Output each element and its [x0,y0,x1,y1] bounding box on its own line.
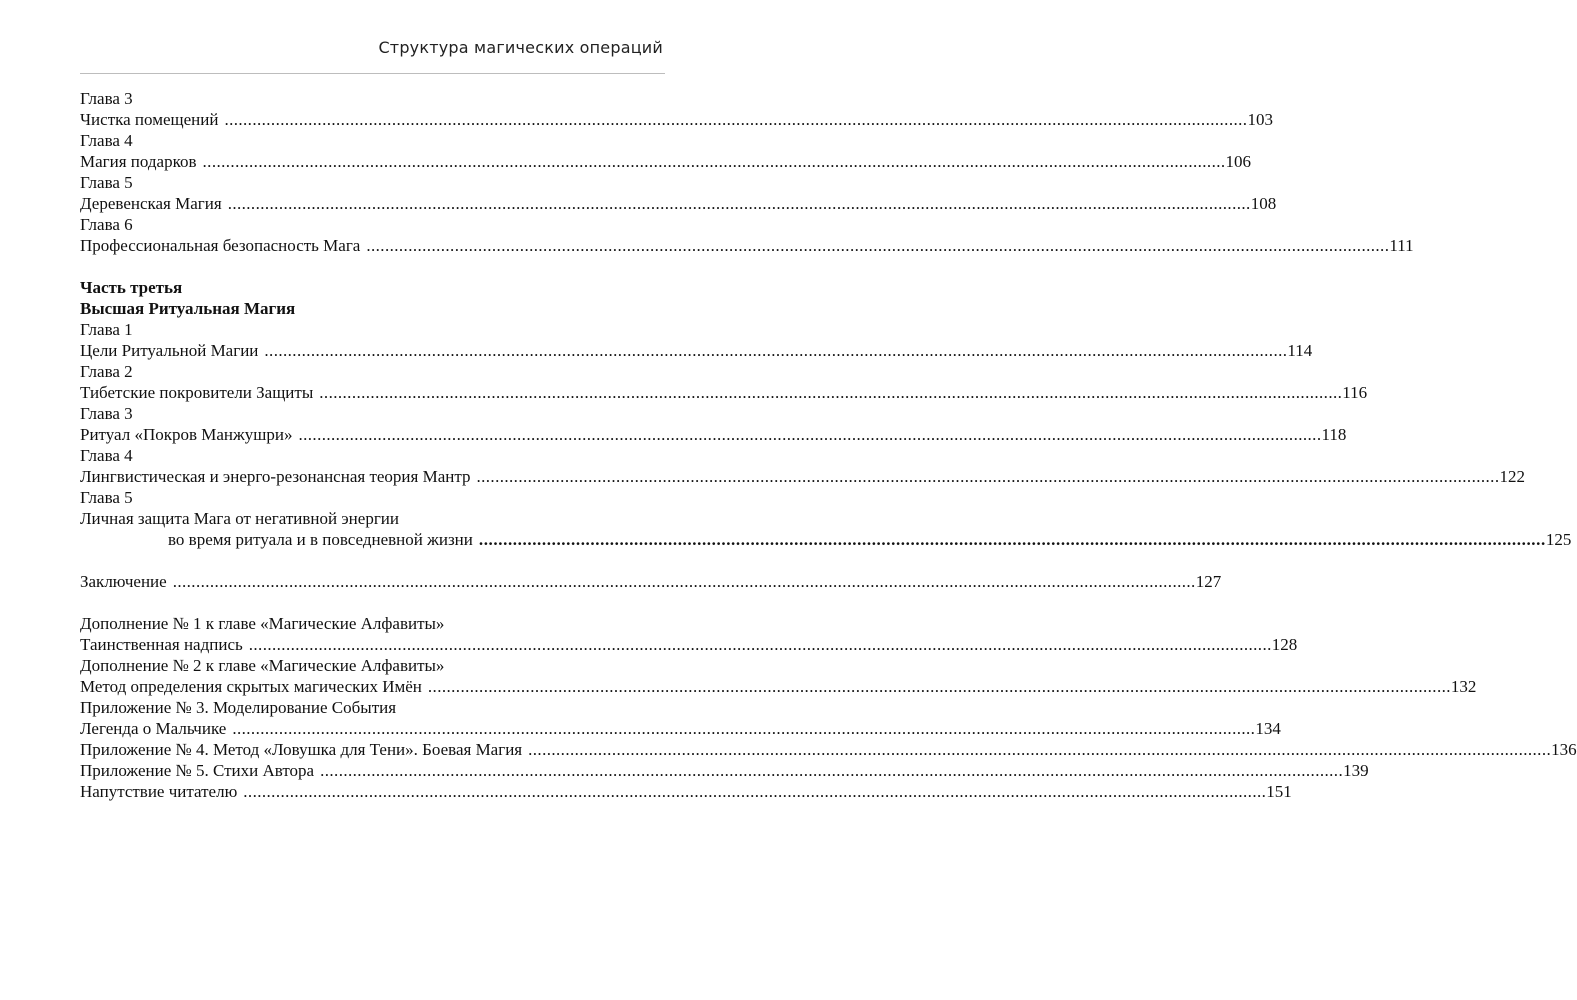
page-number: 127 [1195,572,1222,591]
part-subtitle: Высшая Ритуальная Магия [80,299,296,318]
toc-entry[interactable]: Тибетские покровители Защиты ............................................................................................................................................................................................................................ 116 [80,383,1368,402]
leader-dots: ............................................................................................................................................................................................................................ [224,110,1248,129]
leader-dots: ............................................................................................................................................................................................................................ [172,572,1196,591]
page-number: 128 [1271,635,1298,654]
page-number: 139 [1343,761,1369,780]
toc-chapter-heading: Глава 4 [80,131,133,150]
page-number: 151 [1266,782,1292,801]
page-number: 108 [1250,194,1277,213]
part-title: Часть третья [80,278,183,297]
leader-dots: ............................................................................................................................................................................................................................ [248,635,1272,654]
leader-dots: ............................................................................................................................................................................................................................ [478,530,1546,549]
toc-entry[interactable]: Лингвистическая и энерго-резонансная теория Мантр ............................................................................................................................................................................................................................ 122 [80,467,1525,486]
toc-entry[interactable]: Магия подарков ............................................................................................................................................................................................................................ 106 [80,152,1252,171]
leader-dots: ............................................................................................................................................................................................................................ [264,341,1288,360]
toc-chapter-heading: Глава 6 [80,215,133,234]
toc-entry[interactable]: Приложение № 5. Стихи Автора ............................................................................................................................................................................................................................ 139 [80,761,1369,780]
toc-entry[interactable]: Ритуал «Покров Манжушри» ............................................................................................................................................................................................................................ 118 [80,425,1347,444]
leader-dots: ............................................................................................................................................................................................................................ [227,194,1251,213]
toc-chapter-heading: Глава 1 [80,320,133,339]
toc-chapter-heading: Глава 4 [80,446,133,465]
toc-entry-continuation[interactable]: во время ритуала и в повседневной жизни ............................................................................................................................................................................................................................ 125 [168,530,1572,549]
leader-dots: ............................................................................................................................................................................................................................ [202,152,1226,171]
toc-chapter-heading: Глава 3 [80,404,133,423]
appendix-heading: Приложение № 3. Моделирование События [80,698,397,717]
leader-dots: ............................................................................................................................................................................................................................ [320,761,1344,780]
page-number: 103 [1247,110,1273,129]
page-number: 122 [1499,467,1525,486]
table-of-contents [80,88,1577,802]
page-number: 116 [1342,383,1368,402]
leader-dots: ............................................................................................................................................................................................................................ [243,782,1267,801]
page-number: 136 [1551,740,1577,759]
page-number: 114 [1287,341,1313,360]
page-number: 134 [1255,719,1281,738]
toc-chapter-heading: Глава 5 [80,173,133,192]
page-number: 125 [1545,530,1572,549]
toc-entry[interactable]: Цели Ритуальной Магии ............................................................................................................................................................................................................................ 114 [80,341,1313,360]
leader-dots: ............................................................................................................................................................................................................................ [319,383,1343,402]
toc-chapter-heading: Глава 3 [80,89,133,108]
leader-dots: ............................................................................................................................................................................................................................ [528,740,1552,759]
leader-dots: ............................................................................................................................................................................................................................ [298,425,1322,444]
toc-entry-conclusion[interactable]: Заключение ............................................................................................................................................................................................................................ 127 [80,572,1222,591]
header-rule [80,73,665,74]
toc-entry-first-line[interactable]: Личная защита Мага от негативной энергии [80,509,399,528]
leader-dots: ............................................................................................................................................................................................................................ [232,719,1256,738]
page-number: 106 [1225,152,1252,171]
leader-dots: ............................................................................................................................................................................................................................ [366,236,1390,255]
running-header: Структура магических операций [378,38,663,57]
toc-entry[interactable]: Легенда о Мальчике ............................................................................................................................................................................................................................ 134 [80,719,1281,738]
toc-entry[interactable]: Профессиональная безопасность Мага ............................................................................................................................................................................................................................ 111 [80,236,1414,255]
toc-entry[interactable]: Деревенская Магия ............................................................................................................................................................................................................................ 108 [80,194,1277,213]
toc-entry[interactable]: Чистка помещений ............................................................................................................................................................................................................................ 103 [80,110,1273,129]
page-number: 118 [1321,425,1347,444]
leader-dots: ............................................................................................................................................................................................................................ [427,677,1451,696]
toc-entry[interactable]: Таинственная надпись ............................................................................................................................................................................................................................ 128 [80,635,1298,654]
toc-entry[interactable]: Напутствие читателю ............................................................................................................................................................................................................................ 151 [80,782,1292,801]
page-number: 132 [1450,677,1477,696]
leader-dots: ............................................................................................................................................................................................................................ [476,467,1500,486]
toc-entry[interactable]: Приложение № 4. Метод «Ловушка для Тени». Боевая Магия ............................................................................................................................................................................................................................ 136 [80,740,1577,759]
toc-chapter-heading: Глава 2 [80,362,133,381]
toc-entry[interactable]: Метод определения скрытых магических Имён ............................................................................................................................................................................................................................ 132 [80,677,1477,696]
toc-chapter-heading: Глава 5 [80,488,133,507]
appendix-heading: Дополнение № 2 к главе «Магические Алфавиты» [80,656,445,675]
appendix-heading: Дополнение № 1 к главе «Магические Алфавиты» [80,614,445,633]
page-number: 111 [1389,236,1414,255]
